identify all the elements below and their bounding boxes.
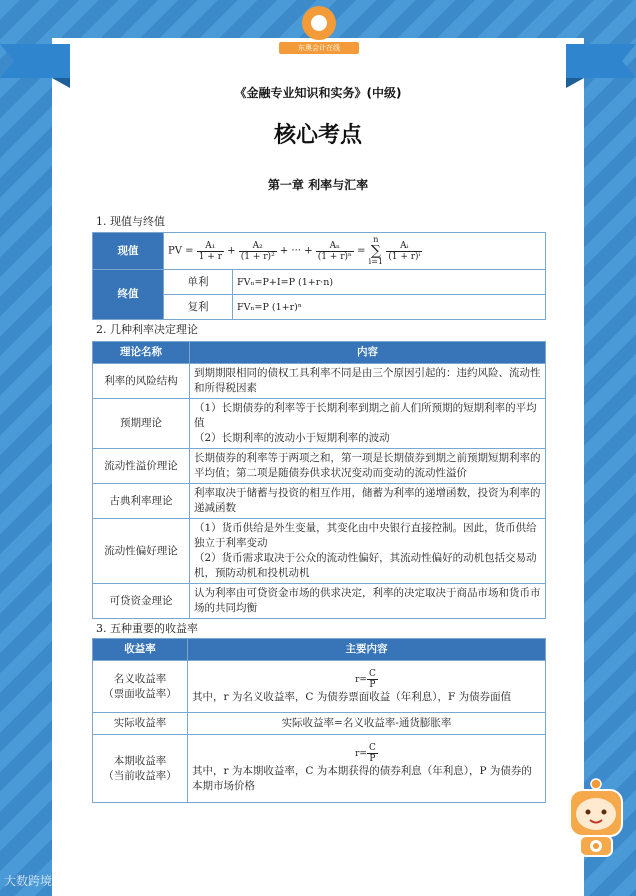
simple-interest-formula: FVₙ=P+I=P (1+r·n) [233,270,546,295]
table-row-name: 流动性偏好理论 [93,519,190,584]
table-row-content: r= $\frac{C}{P}$ 其中，r 为名义收益率，C 为债券票面收益（年利息），F 为债券面值 [188,661,546,713]
column-header-theory: 理论名称 [93,342,190,364]
column-header-content: 内容 [190,342,546,364]
logo-text: 东奥会计在线 [279,42,359,54]
table-row-name: 流动性溢价理论 [93,449,190,484]
table-row-name: 古典利率理论 [93,484,190,519]
book-title: 《金融专业知识和实务》(中级) [234,86,402,100]
pv-label: 现值 [93,233,164,270]
table-row-content: r= $\frac{C}{P}$ 其中，r 为本期收益率，C 为本期获得的债券利息（年利息），P 为债券的本期市场价格 [188,735,546,803]
yield-table [92,638,546,803]
pv-formula: PV = $\frac{\text{A₁}}{1 + r}$ + $\frac{\text{A₂}}{\text{(1 + r)²}}$ + ··· + $\frac{\text{Aₙ}}{\text{(1 + r)ⁿ}}$ = n ∑ i=1 $\frac{\text{Aᵢ}}{\text{(1 + r)ⁱ}}$ [164,233,546,270]
table-row-content: 利率取决于储蓄与投资的相互作用，储蓄为利率的递增函数，投资为利率的递减函数 [190,484,546,519]
section-heading-2: 2. 几种利率决定理论 [96,323,198,336]
compound-interest-formula: FVₙ=P (1+r)ⁿ [233,295,546,320]
watermark: 大数跨境 [4,874,53,888]
table-row-name: 利率的风险结构 [93,364,190,399]
logo-url: www.dongao.com [296,54,342,60]
table-row-content: 认为利率由可贷资金市场的供求决定，利率的决定取决于商品市场和货币市场的共同均衡 [190,584,546,619]
fv-label: 终值 [93,270,164,320]
table-row-name: 可贷资金理论 [93,584,190,619]
chapter-title: 第一章 利率与汇率 [267,178,369,192]
table-row-content: 实际收益率=名义收益率-通货膨胀率 [188,713,546,735]
table-row-content: （1）长期债券的利率等于长期利率到期之前人们所预期的短期利率的平均值 （2）长期利率的波动小于短期利率的波动 [190,399,546,449]
page-title: 核心考点 [273,123,362,148]
mascot-icon [566,776,628,860]
column-header-yield: 收益率 [93,639,188,661]
table-row-name: 名义收益率 （票面收益率） [93,661,188,713]
section-heading-1: 1. 现值与终值 [96,215,165,228]
table-row-content: 到期期限相同的债权工具利率不同是由三个原因引起的：违约风险、流动性和所得税因素 [190,364,546,399]
brand-logo [279,6,359,62]
interest-theory-table [92,341,546,619]
logo-icon [302,6,336,40]
compound-interest-label: 复利 [164,295,233,320]
table-row-name: 实际收益率 [93,713,188,735]
table-row-content: 长期债券的利率等于两项之和，第一项是长期债券到期之前预期短期利率的平均值；第二项是随债券供求状况变动而变动的流动性溢价 [190,449,546,484]
column-header-main-content: 主要内容 [188,639,546,661]
present-future-value-table [92,232,546,320]
table-row-name: 预期理论 [93,399,190,449]
table-row-name: 本期收益率 （当前收益率） [93,735,188,803]
simple-interest-label: 单利 [164,270,233,295]
table-row-content: （1）货币供给是外生变量，其变化由中央银行直接控制。因此，货币供给独立于利率变动 （2）货币需求取决于公众的流动性偏好，其流动性偏好的动机包括交易动机，预防动机和投机动机 [190,519,546,584]
section-heading-3: 3. 五种重要的收益率 [96,622,198,635]
